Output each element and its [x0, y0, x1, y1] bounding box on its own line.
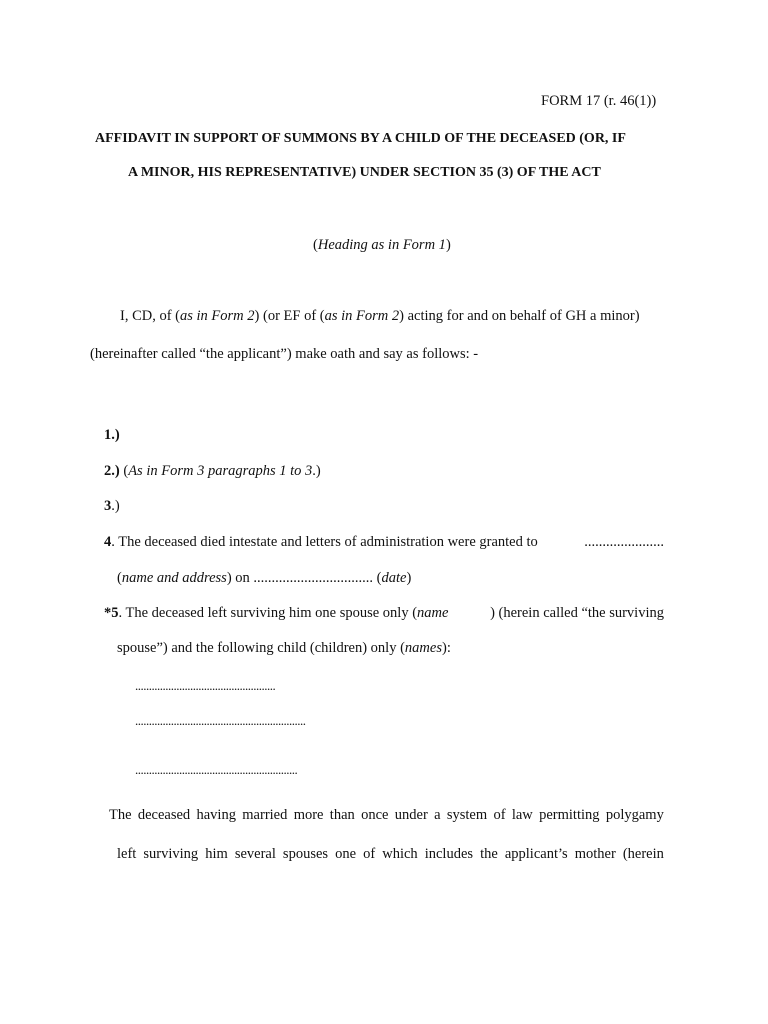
- paragraph-2-open: (: [119, 463, 129, 479]
- dotted-line-3: ...........................................................: [135, 762, 298, 777]
- word: permitting: [539, 807, 600, 823]
- word: of: [363, 846, 376, 862]
- p5b-b: ):: [441, 640, 451, 656]
- word: once: [361, 807, 389, 823]
- word: system: [446, 807, 488, 823]
- word: the: [480, 846, 498, 862]
- title-line-1: AFFIDAVIT IN SUPPORT OF SUMMONS BY A CHILD OF THE DECEASED (OR, IF: [95, 131, 626, 146]
- heading-note-close: ): [445, 237, 451, 253]
- polygamy-line-2: [117, 846, 664, 863]
- paragraph-4-number: 4: [104, 534, 112, 550]
- intro-text-c: ) (or EF of (: [254, 308, 325, 324]
- paragraph-3-rest: .): [111, 498, 120, 514]
- dotted-line-1: ...................................................: [135, 678, 276, 693]
- paragraph-4-body: . The deceased died intestate and letters of administration were granted to: [111, 534, 538, 550]
- paragraph-5-line-1: [104, 605, 664, 622]
- intro-italic-b: as in Form 2: [180, 308, 255, 324]
- word: than: [329, 807, 355, 823]
- p5b-a: spouse”) and the following child (children) only (: [117, 640, 405, 656]
- dotted-line-2: ..............................................................: [135, 713, 306, 728]
- heading-note: [313, 237, 451, 254]
- word: mother: [574, 846, 616, 862]
- paragraph-3-number: 3: [104, 498, 112, 514]
- p5-text-a: . The deceased left surviving him one spouse only (: [118, 605, 418, 621]
- p4b-open: (: [117, 570, 122, 586]
- intro-line-1: [120, 308, 640, 325]
- paragraph-4-text: [104, 534, 538, 551]
- intro-line-2: (hereinafter called “the applicant”) make oath and say as follows: -: [90, 346, 479, 362]
- paragraph-2-italic: As in Form 3 paragraphs 1 to 3: [128, 463, 313, 479]
- form-reference: FORM 17 (r. 46(1)): [541, 93, 657, 109]
- word: having: [196, 807, 236, 823]
- word: married: [242, 807, 288, 823]
- p5-text-b: ) (herein called “the surviving: [490, 605, 664, 621]
- polygamy-line-1: [109, 807, 664, 824]
- paragraph-5-line-2: [117, 640, 451, 657]
- paragraph-2-close: .): [312, 463, 321, 479]
- word: spouses: [282, 846, 329, 862]
- title-line-2: A MINOR, HIS REPRESENTATIVE) UNDER SECTION 35 (3) OF THE ACT: [128, 165, 601, 180]
- paragraph-3: [104, 498, 120, 515]
- word: more: [293, 807, 324, 823]
- word: one: [335, 846, 357, 862]
- word: several: [234, 846, 276, 862]
- paragraph-4-line-1: [104, 534, 664, 551]
- p5-italic: name: [417, 605, 449, 621]
- intro-text-a: I, CD, of (: [120, 308, 181, 324]
- paragraph-4-dots: ......................: [584, 534, 664, 550]
- word: left: [117, 846, 137, 862]
- p4b-close: ): [406, 570, 412, 586]
- word: of: [493, 807, 506, 823]
- word: law: [511, 807, 533, 823]
- paragraph-1: [104, 427, 120, 444]
- p5b-italic: names: [404, 640, 442, 656]
- word: (herein: [622, 846, 664, 862]
- word: him: [205, 846, 228, 862]
- word: a: [434, 807, 441, 823]
- word: The: [109, 807, 132, 823]
- intro-italic-d: as in Form 2: [324, 308, 400, 324]
- word: deceased: [137, 807, 191, 823]
- paragraph-4-line-2: [117, 570, 411, 587]
- p4b-italic-name: name and address: [121, 570, 227, 586]
- word: applicant’s: [504, 846, 568, 862]
- word: surviving: [143, 846, 199, 862]
- paragraph-5-text: [104, 605, 448, 622]
- word: includes: [424, 846, 474, 862]
- heading-note-italic: Heading as in Form 1: [317, 237, 446, 253]
- paragraph-2-number: 2.): [104, 463, 120, 479]
- p4b-mid: ) on ................................. (: [226, 570, 382, 586]
- p4b-italic-date: date: [381, 570, 407, 586]
- paragraph-1-number: 1.): [104, 427, 120, 443]
- word: under: [394, 807, 428, 823]
- paragraph-5-number: *5: [104, 605, 119, 621]
- word: polygamy: [605, 807, 664, 823]
- heading-note-open: (: [313, 237, 318, 253]
- paragraph-2: [104, 463, 321, 480]
- word: which: [382, 846, 418, 862]
- intro-text-e: ) acting for and on behalf of GH a minor): [399, 308, 640, 324]
